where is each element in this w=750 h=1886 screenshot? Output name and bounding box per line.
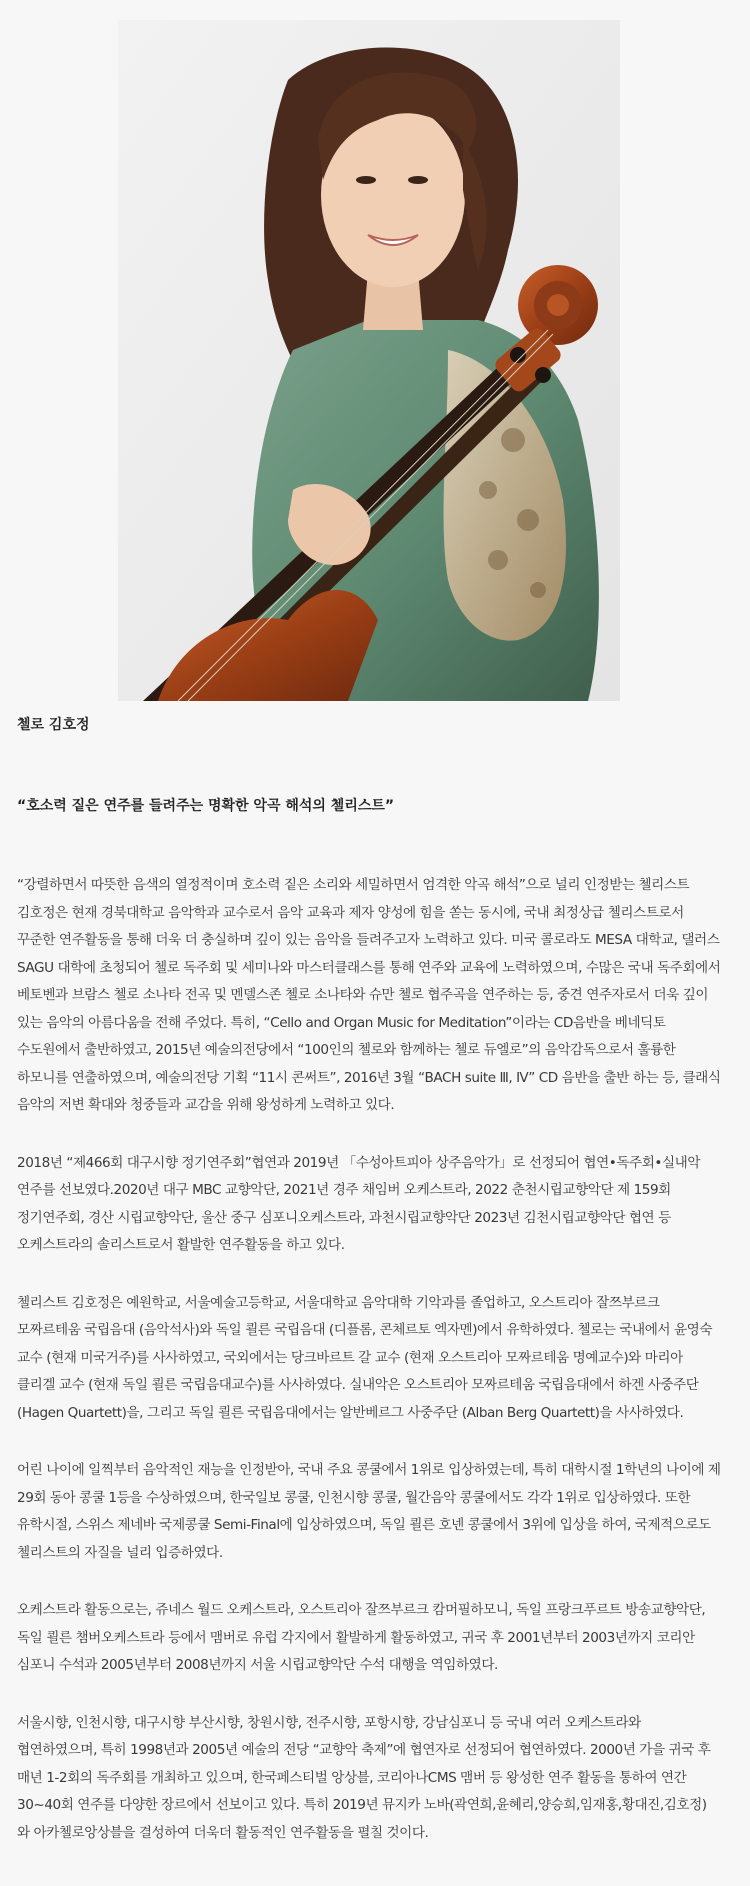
biography-paragraph: 어린 나이에 일찍부터 음악적인 재능을 인정받아, 국내 주요 콩쿨에서 1위로 입상하였는데, 특히 대학시절 1학년의 나이에 제 29회 동아 콩쿨 1등을 수상하였으며, 한국일보 콩쿨, 인천시향 콩쿨, 월간음악 콩쿨에서도 각각 1위로 입상하였다. 또한 유학시절, 스위스 제네바 국제콩쿨 Semi-Final에 입상하였으며, 독일 쾰른 호넨 콩쿨에서 3위에 입상을 하여, 국제적으로도 첼리스트의 자질을 널리 입증하였다.: [17, 1462, 721, 1561]
cellist-portrait-photo: [118, 20, 620, 701]
photo-caption: 첼로 김호정: [17, 717, 90, 733]
biography-paragraph: 서울시향, 인천시향, 대구시향 부산시향, 창원시향, 전주시향, 포항시향, 강남심포니 등 국내 여러 오케스트라와 협연하였으며, 특히 1998년과 2005년 예술의 전당 “교향악 축제”에 협연자로 선정되어 협연하였다. 2000년 가을 귀국 후 매년 1-2회의 독주회를 개최하고 있으며, 한국페스티벌 앙상블, 코리아나CMS 맴버 등 왕성한 연주 활동을 통하여 연간 30~40회 연주를 다양한 장르에서 선보이고 있다. 특히 2019년 뮤지카 노바(곽연희,윤혜리,양승희,임재홍,황대진,김호정) 와 아카첼로앙상블을 결성하여 더욱더 활동적인 연주활동을 펼칠 것이다.: [17, 1714, 711, 1841]
headline-quote: “호소력 짙은 연주를 들려주는 명확한 악곡 해석의 첼리스트”: [17, 798, 395, 814]
biography-paragraph: 2018년 “제466회 대구시향 정기연주회”협연과 2019년 「수성아트피아 상주음악가」로 선정되어 협연•독주회•실내악 연주를 선보였다.2020년 대구 MBC 교향악단, 2021년 경주 채임버 오케스트라, 2022 춘천시립교향악단 제 159회 정기연주회, 경산 시립교향악단, 울산 중구 심포니오케스트라, 과천시립교향악단 2023년 김천시립교향악단 협연 등 오케스트라의 솔리스트로서 활발한 연주활동을 하고 있다.: [17, 1154, 701, 1253]
biography-paragraph: “강렬하면서 따뜻한 음색의 열정적이며 호소력 짙은 소리와 세밀하면서 엄격한 악곡 해석”으로 널리 인정받는 첼리스트 김호정은 현재 경북대학교 음악학과 교수로서 음악 교육과 제자 양성에 힘을 쏟는 동시에, 국내 최정상급 첼리스트로서 꾸준한 연주활동을 통해 더욱 더 충실하며 깊이 있는 음악을 들려주고자 노력하고 있다. 미국 콜로라도 MESA 대학교, 댈러스 SAGU 대학에 초청되어 첼로 독주회 및 세미나와 마스터클래스를 통해 연주와 교육에 노력하였으며, 수많은 국내 독주회에서 베토벤과 브람스 첼로 소나타 전곡 및 멘델스존 첼로 소나타와 슈만 첼로 협주곡을 연주하는 등, 중견 연주자로서 더욱 깊이 있는 음악의 아름다움을 전해 주었다. 특히, “Cello and Organ Music for Meditation”이라는 CD음반을 베네딕토 수도원에서 출반하였고, 2015년 예술의전당에서 “100인의 첼로와 함께하는 첼로 듀엘로”의 음악감독으로서 훌륭한 하모니를 연출하였으며, 예술의전당 기획 “11시 콘써트”, 2016년 3월 “BACH suite Ⅲ, Ⅳ” CD 음반을 출반 하는 등, 클래식 음악의 저변 확대와 청중들과 교감을 위해 왕성하게 노력하고 있다.: [17, 877, 721, 1113]
biography-paragraph: 첼리스트 김호정은 예원학교, 서울예술고등학교, 서울대학교 음악대학 기악과를 졸업하고, 오스트리아 잘쯔부르크 모짜르테움 국립음대 (음악석사)와 독일 쾰른 국립음대 (디플롬, 콘체르토 엑자멘)에서 유학하였다. 첼로는 국내에서 윤영숙 교수 (현재 미국거주)를 사사하였고, 국외에서는 당크바르트 갈 교수 (현재 오스트리아 모짜르테움 명예교수)와 마리아 클리겔 교수 (현재 독일 쾰른 국립음대교수)를 사사하였다. 실내악은 오스트리아 모짜르테움 국립음대에서 하겐 사중주단 (Hagen Quartett)을, 그리고 독일 쾰른 국립음대에서는 알반베르그 사중주단 (Alban Berg Quartett)을 사사하였다.: [17, 1294, 713, 1421]
biography-paragraph: 오케스트라 활동으로는, 쥬네스 월드 오케스트라, 오스트리아 잘쯔부르크 캄머필하모니, 독일 프랑크푸르트 방송교향악단, 독일 쾰른 챔버오케스트라 등에서 맴버로 유럽 각지에서 활발하게 활동하였고, 귀국 후 2001년부터 2003년까지 코리안 심포니 수석과 2005년부터 2008년까지 서울 시립교향악단 수석 대행을 역임하였다.: [17, 1602, 706, 1673]
biography-text: [17, 872, 723, 1877]
